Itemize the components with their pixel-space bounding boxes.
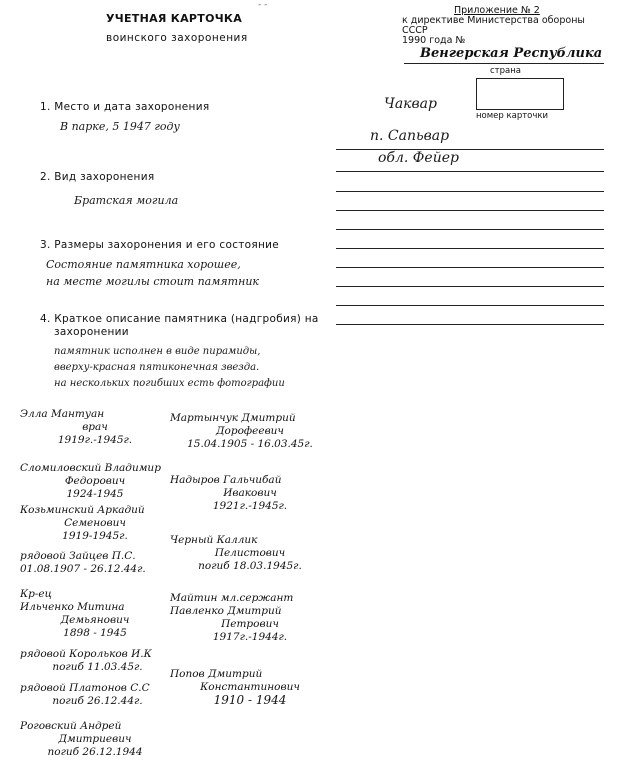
burial-name-entry [170, 592, 330, 644]
name-line: 1898 - 1945 [63, 627, 127, 639]
appendix-line-1: к директиве Министерства обороны СССР [402, 15, 585, 36]
name-line: Демьянович [60, 614, 130, 626]
name-line: Кр-ец [20, 588, 52, 600]
name-line: 01.08.1907 - 26.12.44г. [20, 563, 146, 575]
section-4-label-cont: захоронении [54, 326, 129, 338]
burial-name-entry [20, 648, 175, 674]
ruled-line [336, 267, 604, 268]
name-line: 1917г.-1944г. [212, 631, 288, 643]
name-line: Федорович [64, 475, 126, 487]
ruled-line [336, 171, 604, 172]
name-line: Сломиловский Владимир [20, 462, 161, 474]
name-line: Майтин мл.сержант [170, 592, 294, 604]
ruled-line [336, 248, 604, 249]
ruled-line [336, 149, 604, 150]
name-line: 1910 - 1944 [213, 693, 287, 707]
burial-name-entry [20, 682, 175, 708]
section-3-value-2: на месте могилы стоит памятник [46, 275, 259, 288]
appendix-line-2: 1990 года № [402, 35, 466, 46]
country-underline [404, 63, 604, 64]
name-line: Павленко Дмитрий [170, 605, 282, 617]
address-line-2: п. Сапьвар [370, 128, 450, 144]
name-line: рядовой Платонов С.С [20, 682, 150, 694]
name-line: рядовой Корольков И.К [20, 648, 152, 660]
name-line: врач [82, 421, 108, 433]
ruled-line [336, 191, 604, 192]
ruled-line [336, 324, 604, 325]
card-subtitle: воинского захоронения [106, 32, 248, 44]
name-line: Ильченко Митина [20, 601, 125, 613]
section-4-value-1: памятник исполнен в виде пирамиды, [54, 346, 261, 357]
burial-name-entry [170, 534, 330, 573]
name-line: погиб 18.03.1945г. [198, 560, 302, 572]
name-line: Надыров Гальчибай [170, 474, 282, 486]
card-number-box [476, 78, 564, 110]
card-title: УЧЕТНАЯ КАРТОЧКА [106, 12, 243, 25]
section-3-value-1: Состояние памятника хорошее, [46, 258, 241, 271]
name-line: 15.04.1905 - 16.03.45г. [187, 438, 313, 450]
name-line: Попов Дмитрий [170, 668, 263, 680]
ruled-line [336, 286, 604, 287]
section-4-value-3: на нескольких погибших есть фотографии [54, 378, 285, 389]
ruled-line [336, 210, 604, 211]
name-line: погиб 26.12.1944 [47, 746, 143, 758]
name-line: Петрович [221, 618, 279, 630]
name-line: 1924-1945 [66, 488, 124, 500]
name-line: Черный Каллик [170, 534, 258, 546]
burial-name-entry [20, 504, 170, 543]
name-line: Элла Мантуан [20, 408, 105, 420]
burial-name-entry [20, 720, 170, 759]
burial-name-entry [20, 550, 180, 576]
section-1-value: В парке, 5 1947 году [60, 120, 180, 133]
appendix-title: Приложение № 2 [454, 5, 540, 16]
name-line: рядовой Зайцев П.С. [20, 550, 136, 562]
name-line: Константинович [200, 681, 300, 693]
section-1-label: 1. Место и дата захоронения [40, 101, 210, 113]
burial-name-entry [170, 474, 330, 513]
burial-name-entry [170, 668, 330, 707]
section-2-value: Братская могила [74, 194, 179, 207]
burial-name-entry [20, 408, 170, 447]
address-line-3: обл. Фейер [378, 150, 459, 166]
section-4-label: 4. Краткое описание памятника (надгробия) на [40, 313, 319, 325]
name-line: Мартынчук Дмитрий [170, 412, 296, 424]
ruled-line [336, 229, 604, 230]
name-line: Дорофеевич [216, 425, 284, 437]
address-line-1: Чаквар [384, 96, 437, 112]
section-2-label: 2. Вид захоронения [40, 171, 155, 183]
name-line: Пелистович [214, 547, 286, 559]
name-line: 1921г.-1945г. [212, 500, 288, 512]
burial-name-entry [170, 412, 330, 451]
country-caption: страна [490, 66, 521, 76]
name-line: Ивакович [223, 487, 277, 499]
section-3-label: 3. Размеры захоронения и его состояние [40, 239, 280, 251]
name-line: погиб 26.12.44г. [52, 695, 143, 707]
name-line: 1919-1945г. [62, 530, 128, 542]
ruled-line [336, 305, 604, 306]
country-value: Венгерская Республика [420, 46, 603, 61]
name-line: погиб 11.03.45г. [52, 661, 143, 673]
burial-name-entry [20, 462, 170, 501]
appendix-block [402, 6, 602, 46]
name-line: Роговский Андрей [20, 720, 122, 732]
card-number-caption: номер карточки [476, 111, 549, 121]
name-line: Козьминский Аркадий [20, 504, 145, 516]
name-line: Дмитриевич [58, 733, 132, 745]
section-4-value-2: вверху-красная пятиконечная звезда. [54, 362, 260, 373]
name-line: Семенович [64, 517, 126, 529]
name-line: 1919г.-1945г. [57, 434, 133, 446]
corner-mark: - - [258, 0, 268, 10]
burial-name-entry [20, 588, 170, 640]
